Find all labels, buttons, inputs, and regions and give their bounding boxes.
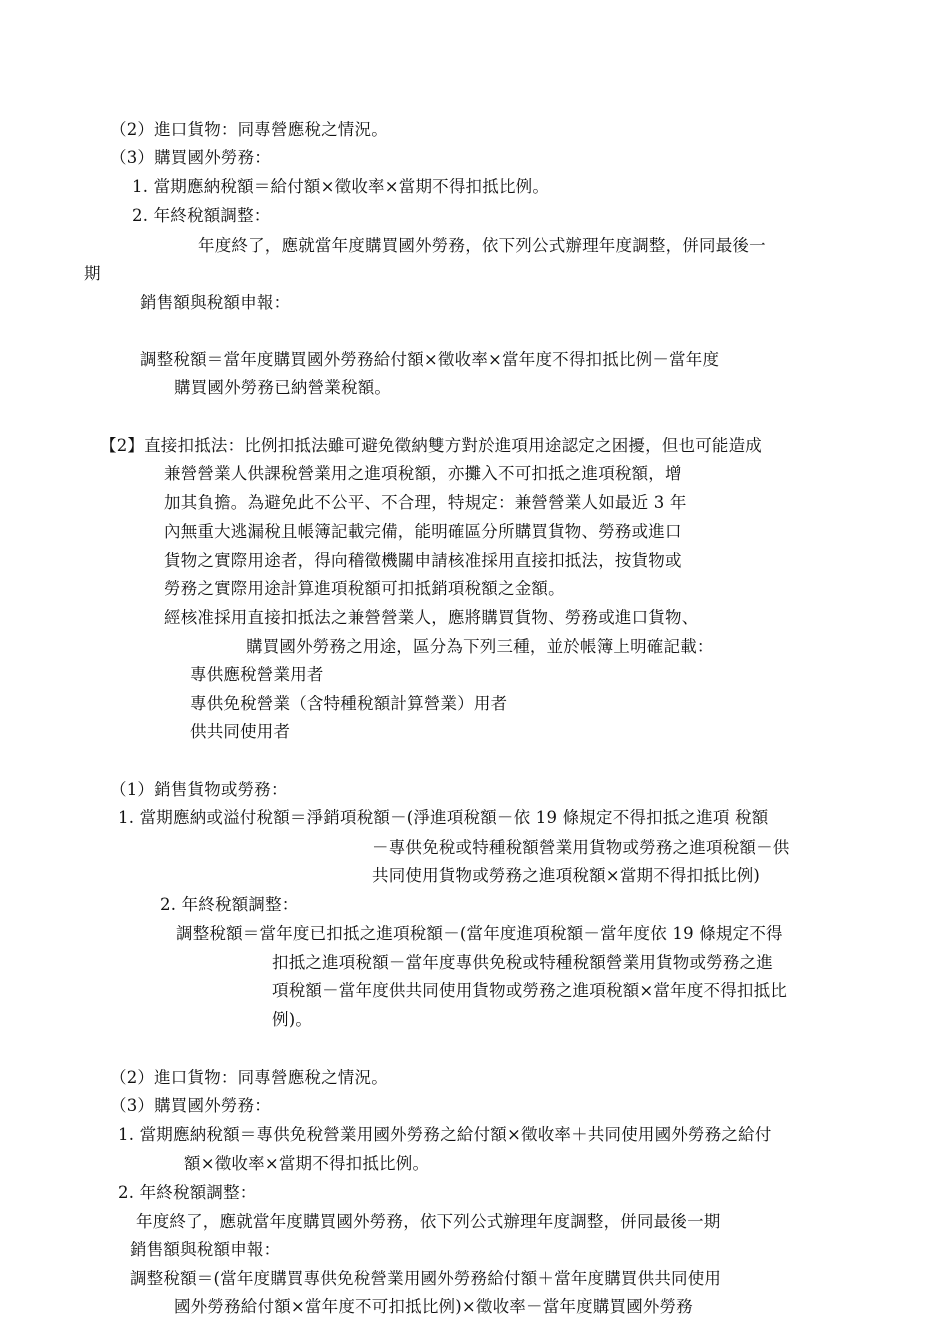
text-line: （2）進口貨物：同專營應稅之情況。 (110, 1068, 388, 1087)
text-line: 年度終了，應就當年度購買國外勞務，依下列公式辦理年度調整，併同最後一期 (136, 1212, 721, 1231)
text-line: －專供免稅或特種稅額營業用貨物或勞務之進項稅額－供 (372, 838, 790, 857)
text-line: （1）銷售貨物或勞務： (110, 780, 288, 799)
text-line: 購買國外勞務已納營業稅額。 (174, 378, 392, 397)
text-line: 項稅額－當年度供共同使用貨物或勞務之進項稅額×當年度不得扣抵比 (272, 981, 788, 1000)
text-line: 額×徵收率×當期不得扣抵比例。 (184, 1154, 430, 1173)
list-item: 專供免稅營業（含特種稅額計算營業）用者 (190, 694, 508, 713)
text-line: 兼營營業人供課稅營業用之進項稅額，亦攤入不可扣抵之進項稅額，增 (164, 464, 682, 483)
text-line: 1. 當期應納稅額＝給付額×徵收率×當期不得扣抵比例。 (132, 177, 550, 196)
text-line: 扣抵之進項稅額－當年度專供免稅或特種稅額營業用貨物或勞務之進 (272, 953, 773, 972)
text-line: 國外勞務給付額×當年度不可扣抵比例)×徵收率－當年度購買國外勞務 (174, 1297, 693, 1316)
text-line: 期 (84, 264, 101, 283)
list-item: 專供應稅營業用者 (190, 665, 324, 684)
text-line: 年度終了，應就當年度購買國外勞務，依下列公式辦理年度調整，併同最後一 (198, 236, 766, 255)
text-line: （3）購買國外勞務： (110, 148, 271, 167)
text-line: 2. 年終稅額調整： (132, 206, 271, 225)
text-line: （3）購買國外勞務： (110, 1096, 271, 1115)
text-line: 2. 年終稅額調整： (118, 1183, 257, 1202)
text-line: 1. 當期應納或溢付稅額＝淨銷項稅額－(淨進項稅額－依 19 條規定不得扣抵之進項 稅額 (118, 808, 769, 827)
list-item: 供共同使用者 (190, 722, 291, 741)
text-line: 2. 年終稅額調整： (160, 895, 299, 914)
text-line: 例)。 (272, 1010, 313, 1029)
text-line: 調整稅額＝當年度購買國外勞務給付額×徵收率×當年度不得扣抵比例－當年度 (140, 350, 720, 369)
text-line: 內無重大逃漏稅且帳簿記載完備，能明確區分所購買貨物、勞務或進口 (164, 522, 682, 541)
text-line: 加其負擔。為避免此不公平、不合理，特規定：兼營營業人如最近 3 年 (164, 493, 687, 512)
text-line: 購買國外勞務之用途，區分為下列三種，並於帳簿上明確記載： (246, 637, 714, 656)
text-line: 銷售額與稅額申報： (140, 293, 291, 312)
text-line: （2）進口貨物：同專營應稅之情況。 (110, 120, 388, 139)
section-heading: 【2】直接扣抵法：比例扣抵法雖可避免徵納雙方對於進項用途認定之困擾，但也可能造成 (100, 436, 762, 455)
text-line: 調整稅額＝當年度已扣抵之進項稅額－(當年度進項稅額－當年度依 19 條規定不得 (176, 924, 783, 943)
text-line: 勞務之實際用途計算進項稅額可扣抵銷項稅額之金額。 (164, 579, 565, 598)
text-line: 銷售額與稅額申報： (130, 1240, 281, 1259)
text-line: 共同使用貨物或勞務之進項稅額×當期不得扣抵比例) (372, 866, 761, 885)
text-line: 1. 當期應納稅額＝專供免稅營業用國外勞務之給付額×徵收率＋共同使用國外勞務之給付 (118, 1125, 772, 1144)
text-line: 經核准採用直接扣抵法之兼營營業人，應將購買貨物、勞務或進口貨物、 (164, 608, 699, 627)
text-line: 調整稅額＝(當年度購買專供免稅營業用國外勞務給付額＋當年度購買供共同使用 (130, 1269, 722, 1288)
text-line: 貨物之實際用途者，得向稽徵機關申請核准採用直接扣抵法，按貨物或 (164, 551, 682, 570)
